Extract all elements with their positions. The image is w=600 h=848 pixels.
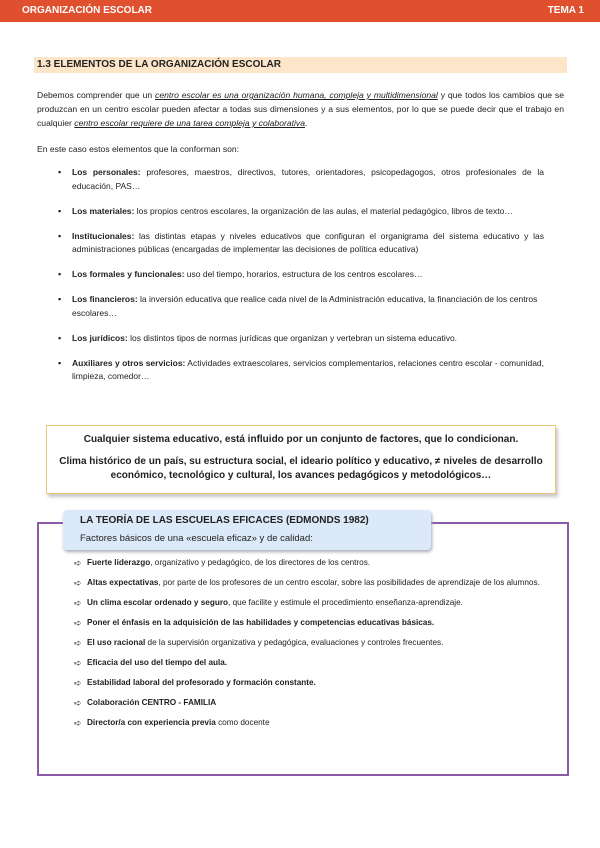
arrow-right-icon: ➪ xyxy=(74,678,82,688)
arrow-right-icon: ➪ xyxy=(74,638,82,648)
header-topic: TEMA 1 xyxy=(547,5,584,16)
arrow-right-icon: ➪ xyxy=(74,698,82,708)
list-item: ➪ Director/a con experiencia previa como docente xyxy=(74,718,270,728)
effective-schools-subtitle: Factores básicos de una «escuela eficaz» y de calidad: xyxy=(80,533,313,544)
intro-text-c: . xyxy=(305,118,308,128)
effective-schools-header xyxy=(63,510,431,550)
list-item: ➪ El uso racional de la supervisión organizativa y pedagógica, evaluaciones y controles frecuentes. xyxy=(74,638,444,648)
list-item: ▪ Los financieros: la inversión educativa que realice cada nivel de la Administración educativa, la financiación de los centros escolares… xyxy=(58,293,544,320)
intro-underline-1: centro escolar es una organización humana, compleja y multidimensional xyxy=(155,90,438,100)
list-item: ➪ Poner el énfasis en la adquisición de las habilidades y competencias educativas básicas. xyxy=(74,618,435,628)
arrow-right-icon: ➪ xyxy=(74,558,82,568)
list-item: ▪ Auxiliares y otros servicios: Actividades extraescolares, servicios complementarios, relaciones centro escolar - comunidad, limpieza, comedor… xyxy=(58,357,544,384)
effective-factors-list xyxy=(74,557,544,737)
intro-underline-2: centro escolar requiere de una tarea compleja y colaborativa xyxy=(74,118,305,128)
effective-schools-title: LA TEORÍA DE LAS ESCUELAS EFICACES (EDMONDS 1982) xyxy=(80,515,369,526)
list-item: ▪ Los materiales: los propios centros escolares, la organización de las aulas, el material pedagógico, libros de texto… xyxy=(58,205,544,219)
page-header xyxy=(0,0,600,22)
list-item: ➪ Estabilidad laboral del profesorado y formación constante. xyxy=(74,678,316,688)
arrow-right-icon: ➪ xyxy=(74,618,82,628)
callout-line-1: Cualquier sistema educativo, está influido por un conjunto de factores, que lo condicionan. xyxy=(83,434,519,445)
intro-paragraph xyxy=(37,88,564,130)
list-item: ➪ Colaboración CENTRO - FAMILIA xyxy=(74,698,217,708)
list-item: ▪ Los formales y funcionales: uso del tiempo, horarios, estructura de los centros escolares… xyxy=(58,268,544,282)
elements-list xyxy=(58,166,544,395)
header-subject: ORGANIZACIÓN ESCOLAR xyxy=(22,5,152,16)
intro-lead: En este caso estos elementos que la conforman son: xyxy=(37,144,240,154)
list-item: ➪ Eficacia del uso del tiempo del aula. xyxy=(74,658,228,668)
callout-line-2: Clima histórico de un país, su estructura social, el ideario político y educativo, ≠ niveles de desarrollo económico, tecnológico y cultural, los avances pedagógicos y metodológicos… xyxy=(59,456,543,481)
intro-text-b: y que todos los cambios que se produzcan en un centro escolar pueden afectar a todas sus dimensiones y a sus elementos, por lo que se puede decir que el trabajo en cualquier xyxy=(37,90,564,128)
factors-callout xyxy=(46,425,556,494)
arrow-right-icon: ➪ xyxy=(74,598,82,608)
intro-text-a: Debemos comprender que un xyxy=(37,90,156,100)
list-item: ➪ Fuerte liderazgo, organizativo y pedagógico, de los directores de los centros. xyxy=(74,558,371,568)
arrow-right-icon: ➪ xyxy=(74,658,82,668)
list-item: ▪ Los personales: profesores, maestros, directivos, tutores, orientadores, psicopedagogos, otros profesionales de la educación, PAS… xyxy=(58,166,544,193)
arrow-right-icon: ➪ xyxy=(74,718,82,728)
list-item: ➪ Altas expectativas, por parte de los profesores de un centro escolar, sobre las posibilidades de aprendizaje de los alumnos. xyxy=(74,578,540,588)
list-item: ▪ Los jurídicos: los distintos tipos de normas jurídicas que organizan y vertebran un sistema educativo. xyxy=(58,332,544,346)
section-title: 1.3 ELEMENTOS DE LA ORGANIZACIÓN ESCOLAR xyxy=(34,57,567,73)
list-item: ➪ Un clima escolar ordenado y seguro, que facilite y estimule el procedimiento enseñanza-aprendizaje. xyxy=(74,598,463,608)
arrow-right-icon: ➪ xyxy=(74,578,82,588)
list-item: ▪ Institucionales: las distintas etapas y niveles educativos que configuran el organigrama del sistema educativo y las administraciones públicas (encargadas de implementar las decisiones de política educativa) xyxy=(58,230,544,257)
